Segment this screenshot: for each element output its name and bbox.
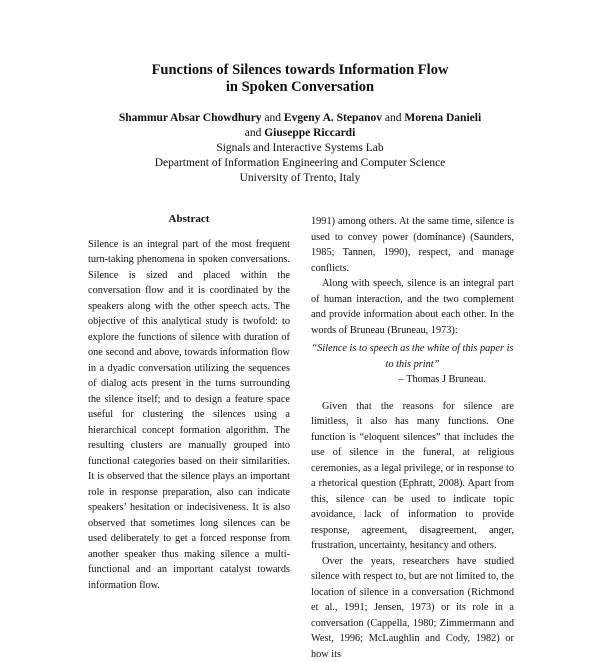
paper-title bbox=[0, 62, 600, 96]
title-line-1: Functions of Silences towards Information Flow bbox=[0, 62, 600, 79]
author-conjunction: and bbox=[385, 112, 402, 124]
author-conjunction: and bbox=[245, 127, 262, 139]
author-name: Shammur Absar Chowdhury bbox=[119, 112, 262, 124]
intro-paragraph: Along with speech, silence is an integral part of human interaction, and the two complement and provide information about each other. In the words of Bruneau (Bruneau, 1973): bbox=[311, 276, 514, 338]
author-name: Giuseppe Riccardi bbox=[264, 127, 355, 139]
left-column bbox=[88, 212, 290, 593]
title-line-2: in Spoken Conversation bbox=[0, 79, 600, 96]
quote-line-1: “Silence is to speech as the white of this paper is bbox=[312, 343, 514, 354]
author-name: Evgeny A. Stepanov bbox=[284, 112, 382, 124]
affiliation-lab: Signals and Interactive Systems Lab bbox=[0, 141, 600, 156]
quote-attribution: – Thomas J Bruneau. bbox=[311, 372, 514, 388]
author-name: Morena Danieli bbox=[404, 112, 481, 124]
intro-paragraph: 1991) among others. At the same time, silence is used to convey power (dominance) (Saunders, 1985; Tannen, 1990), respect, and manage conflicts. bbox=[311, 214, 514, 276]
abstract-text: Silence is an integral part of the most frequent turn-taking phenomena in spoken conversations. Silence is sized and placed within the conversation flow and it is coordinated by the speakers along with the other speech acts. The objective of this analytical study is twofold: to explore the functions of silence with duration of one second and above, towards information flow in a dyadic conversation utilizing the sequences of dialog acts present in the turns surrounding the silence itself; and to design a feature space useful for clustering the silences using a hierarchical concept formation algorithm. The resulting clusters are manually grouped into functional categories based on their similarities. It is observed that the silence plays an important role in response preparation, also can indicate speakers’ hesitation or indecisiveness. It is also observed that sometimes long silences can be used deliberately to get a forced response from another speaker thus making silence a multi-functional and an important catalyst towards information flow. bbox=[88, 237, 290, 594]
affiliation-department: Department of Information Engineering and Computer Science bbox=[0, 156, 600, 171]
intro-paragraph: Over the years, researchers have studied silence with respect to, but are not limited to, the location of silence in a conversation (Richmond et al., 1991; Jensen, 1973) or its role in a conversation (Cappella, 1980; Zimmermann and West, 1996; McLaughlin and Cody, 1982) or how its bbox=[311, 554, 514, 662]
right-column bbox=[311, 214, 514, 662]
intro-paragraph: Given that the reasons for silence are limitless, it also has many functions. One function is “eloquent silences” that includes the use of silence in the funeral, at religious ceremonies, as a legal privilege, or in response to a rhetorical question (Ephratt, 2008). Apart from this, silence can be used to indicate topic avoidance, lack of information to provide response, agreement, disagreement, anger, frustration, uncertainty, hesitancy and others. bbox=[311, 399, 514, 554]
abstract-heading: Abstract bbox=[88, 212, 290, 228]
author-conjunction: and bbox=[264, 112, 281, 124]
author-line-2 bbox=[0, 126, 600, 141]
author-line-1 bbox=[0, 111, 600, 126]
quote-line-2: to this print” bbox=[386, 359, 440, 370]
bruneau-quote bbox=[311, 341, 514, 372]
author-block bbox=[0, 111, 600, 186]
affiliation-university: University of Trento, Italy bbox=[0, 171, 600, 186]
